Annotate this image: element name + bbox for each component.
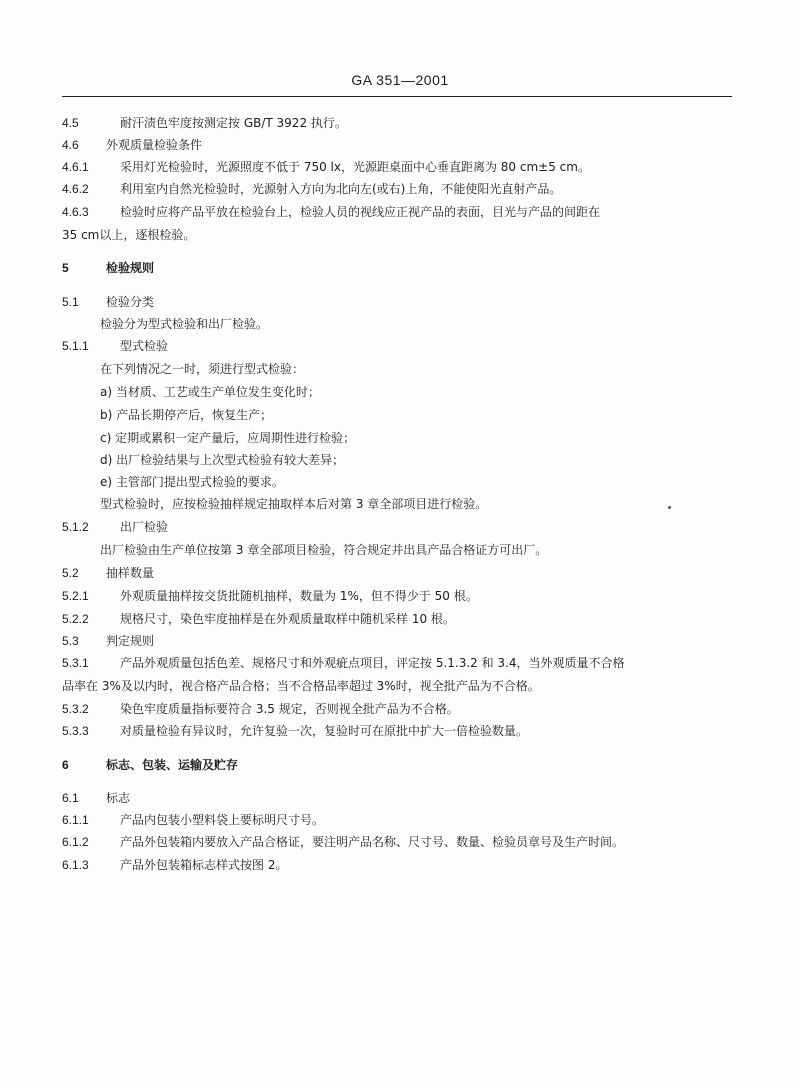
clause-text: 染色牢度质量指标要符合 3.5 规定，否则视全批产品为不合格。 bbox=[120, 702, 459, 716]
clause-number: 5.3.1 bbox=[62, 656, 89, 670]
clause-text: 产品外观质量包括色差、规格尺寸和外观疵点项目，评定按 5.1.3.2 和 3.4，当外观质量不合格 bbox=[120, 656, 625, 670]
clause-text: 品率在 3%及以内时，视合格产品合格；当不合格品率超过 3%时，视全批产品为不合格。 bbox=[62, 679, 540, 693]
list-item-text: e) 主管部门提出型式检验的要求。 bbox=[100, 475, 284, 489]
clause-5-1-2-body bbox=[100, 542, 547, 558]
section-6-heading bbox=[62, 757, 238, 773]
clause-4-6-3-continued bbox=[62, 227, 195, 243]
clause-text: 标志 bbox=[106, 791, 131, 805]
clause-text: 产品外包装箱内要放入产品合格证，要注明产品名称、尺寸号、数量、检验员章号及生产时间。 bbox=[120, 835, 625, 849]
scan-speck bbox=[668, 506, 671, 509]
clause-text: 外观质量检验条件 bbox=[106, 138, 203, 152]
clause-number: 6.1.1 bbox=[62, 813, 89, 827]
section-title: 检验规则 bbox=[106, 261, 155, 275]
clause-text: 耐汗渍色牢度按测定按 GB/T 3922 执行。 bbox=[120, 116, 347, 130]
section-number: 5 bbox=[62, 261, 69, 275]
clause-number: 5.3.3 bbox=[62, 724, 89, 738]
list-item-text: b) 产品长期停产后，恢复生产； bbox=[100, 408, 273, 422]
section-title: 标志、包装、运输及贮存 bbox=[106, 758, 239, 772]
clause-5-3 bbox=[62, 633, 154, 649]
clause-4-6-2 bbox=[62, 181, 561, 197]
clause-5-3-3 bbox=[62, 723, 528, 739]
clause-number: 5.2.2 bbox=[62, 612, 89, 626]
clause-number: 5.1.2 bbox=[62, 520, 89, 534]
clause-text: 规格尺寸，染色牢度抽样是在外观质量取样中随机采样 10 根。 bbox=[120, 612, 455, 626]
clause-number: 5.2.1 bbox=[62, 589, 89, 603]
list-item-text: a) 当材质、工艺或生产单位发生变化时； bbox=[100, 385, 320, 399]
clause-number: 5.1 bbox=[62, 295, 79, 309]
clause-number: 4.6.3 bbox=[62, 205, 89, 219]
clause-text: 检验分类 bbox=[106, 295, 155, 309]
list-item-b bbox=[100, 407, 272, 423]
clause-text: 利用室内自然光检验时，光源射入方向为北向左(或右)上角，不能使阳光直射产品。 bbox=[120, 182, 562, 196]
clause-text: 出厂检验由生产单位按第 3 章全部项目检验，符合规定并出具产品合格证方可出厂。 bbox=[100, 543, 548, 557]
clause-number: 5.3 bbox=[62, 634, 79, 648]
clause-6-1-1 bbox=[62, 812, 324, 828]
clause-number: 4.6 bbox=[62, 138, 79, 152]
list-item-text: d) 出厂检验结果与上次型式检验有较大差异； bbox=[100, 453, 345, 467]
section-5-heading bbox=[62, 260, 154, 276]
clause-5-3-2 bbox=[62, 701, 459, 717]
clause-text: 抽样数量 bbox=[106, 566, 155, 580]
clause-6-1-3 bbox=[62, 857, 287, 873]
clause-text: 产品内包装小塑料袋上要标明尺寸号。 bbox=[120, 813, 325, 827]
clause-text: 外观质量抽样按交货批随机抽样，数量为 1%，但不得少于 50 根。 bbox=[120, 589, 478, 603]
clause-text: 对质量检验有异议时，允许复验一次，复验时可在原批中扩大一倍检验数量。 bbox=[120, 724, 529, 738]
clause-text: 出厂检验 bbox=[120, 520, 169, 534]
standard-code-header: GA 351—2001 bbox=[351, 72, 449, 88]
clause-4-6-1 bbox=[62, 159, 590, 175]
clause-6-1 bbox=[62, 790, 130, 806]
clause-text: 35 cm以上，逐根检验。 bbox=[62, 228, 196, 242]
clause-5-2-1 bbox=[62, 588, 478, 604]
list-item-text: c) 定期或累积一定产量后，应周期性进行检验； bbox=[100, 431, 356, 445]
clause-number: 6.1.2 bbox=[62, 835, 89, 849]
clause-4-5 bbox=[62, 115, 347, 131]
section-number: 6 bbox=[62, 758, 69, 772]
clause-4-6-3 bbox=[62, 204, 600, 220]
clause-5-2-2 bbox=[62, 611, 455, 627]
clause-number: 4.6.2 bbox=[62, 182, 89, 196]
clause-text: 判定规则 bbox=[106, 634, 155, 648]
list-item-e bbox=[100, 474, 284, 490]
clause-text: 产品外包装箱标志样式按图 2。 bbox=[120, 858, 288, 872]
clause-number: 5.2 bbox=[62, 566, 79, 580]
clause-number: 6.1 bbox=[62, 791, 79, 805]
clause-5-2 bbox=[62, 565, 154, 581]
clause-4-6 bbox=[62, 137, 202, 153]
clause-5-1-1-intro bbox=[100, 361, 304, 377]
clause-5-1-body bbox=[100, 316, 268, 332]
clause-text: 型式检验 bbox=[120, 339, 169, 353]
clause-number: 5.1.1 bbox=[62, 339, 89, 353]
clause-5-1-1 bbox=[62, 338, 168, 354]
clause-5-1 bbox=[62, 294, 154, 310]
clause-text: 在下列情况之一时，须进行型式检验： bbox=[100, 362, 305, 376]
clause-5-1-2 bbox=[62, 519, 168, 535]
clause-5-3-1 bbox=[62, 655, 625, 671]
clause-text: 采用灯光检验时，光源照度不低于 750 lx，光源距桌面中心垂直距离为 80 cm±5 cm。 bbox=[120, 160, 590, 174]
clause-5-1-1-closing bbox=[100, 496, 487, 512]
clause-text: 型式检验时，应按检验抽样规定抽取样本后对第 3 章全部项目进行检验。 bbox=[100, 497, 488, 511]
clause-text: 检验时应将产品平放在检验台上，检验人员的视线应正视产品的表面，目光与产品的间距在 bbox=[120, 205, 601, 219]
list-item-a bbox=[100, 384, 320, 400]
clause-6-1-2 bbox=[62, 834, 624, 850]
clause-text: 检验分为型式检验和出厂检验。 bbox=[100, 317, 269, 331]
clause-5-3-1-continued bbox=[62, 678, 540, 694]
header-rule bbox=[62, 96, 732, 97]
clause-number: 6.1.3 bbox=[62, 858, 89, 872]
clause-number: 4.5 bbox=[62, 116, 79, 130]
clause-number: 5.3.2 bbox=[62, 702, 89, 716]
list-item-c bbox=[100, 430, 355, 446]
list-item-d bbox=[100, 452, 344, 468]
clause-number: 4.6.1 bbox=[62, 160, 89, 174]
